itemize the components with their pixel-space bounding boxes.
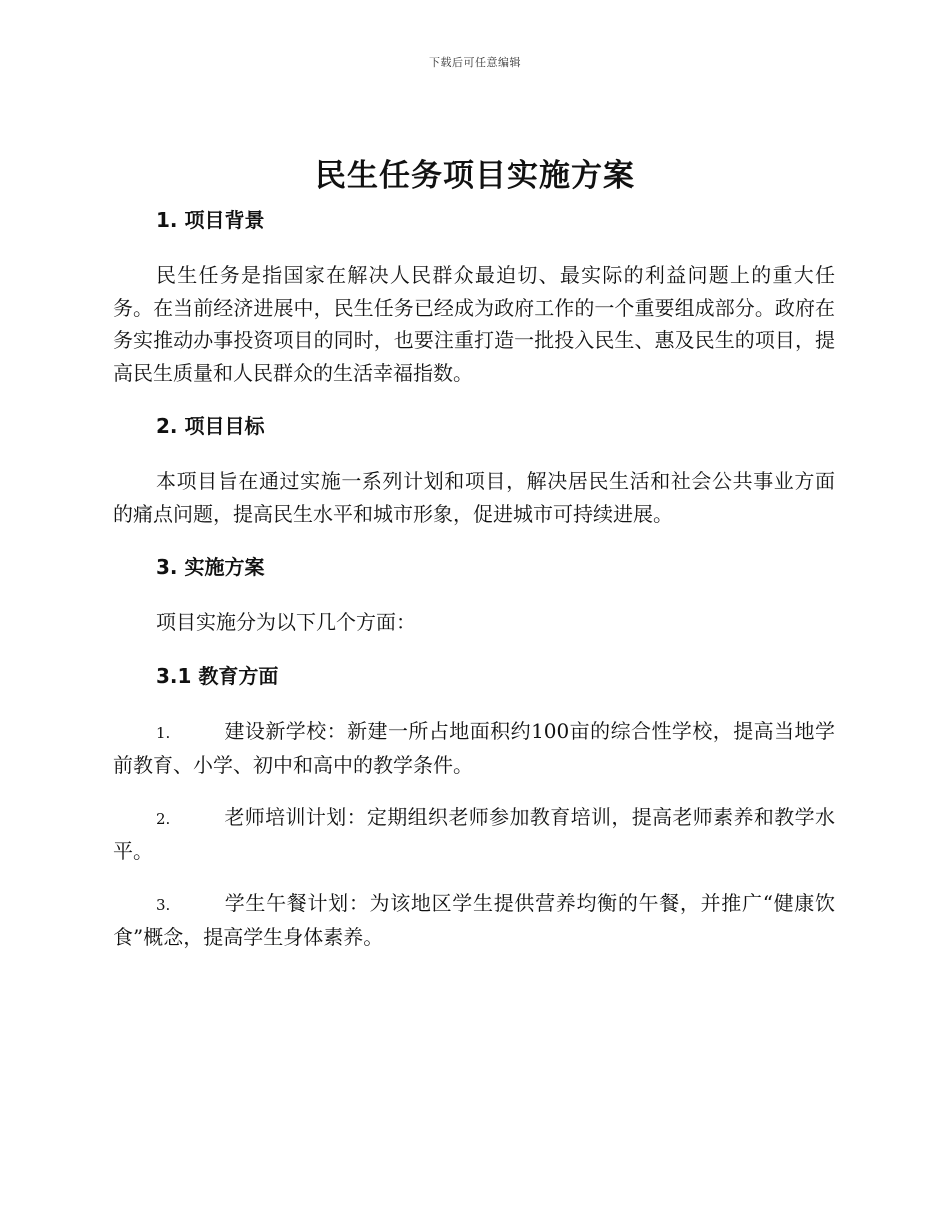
section-heading-goal: 2. 项目目标 [156, 414, 265, 438]
list-item-number: 1. [156, 723, 171, 742]
section-paragraph-goal: 本项目旨在通过实施一系列计划和项目，解决居民生活和社会公共事业方面的痛点问题，提高民生水平和城市形象，促进城市可持续进展。 [113, 469, 835, 526]
document-body [113, 202, 835, 954]
list-item-text: 学生午餐计划：为该地区学生提供营养均衡的午餐，并推广“健康饮食”概念，提高学生身体素养。 [113, 890, 835, 949]
section-heading-background: 1. 项目背景 [156, 208, 265, 232]
list-item-text: 老师培训计划：定期组织老师参加教育培训，提高老师素养和教学水平。 [113, 804, 835, 863]
subsection-heading-education: 3.1 教育方面 [156, 663, 279, 688]
section-paragraph-plan-intro: 项目实施分为以下几个方面： [156, 610, 416, 634]
section-heading-plan: 3. 实施方案 [156, 555, 265, 579]
list-item [113, 887, 835, 954]
list-item [113, 715, 835, 782]
page-header-note: 下载后可任意编辑 [429, 56, 521, 69]
document-title: 民生任务项目实施方案 [315, 158, 635, 194]
list-item-number: 3. [156, 895, 171, 914]
section-paragraph-background: 民生任务是指国家在解决人民群众最迫切、最实际的利益问题上的重大任务。在当前经济进展中，民生任务已经成为政府工作的一个重要组成部分。政府在务实推动办事投资项目的同时，也要注重打造一批投入民生、惠及民生的项目，提高民生质量和人民群众的生活幸福指数。 [113, 263, 835, 385]
list-item [113, 801, 835, 868]
list-item-number: 2. [156, 809, 171, 828]
list-item-text: 建设新学校：新建一所占地面积约100亩的综合性学校，提高当地学前教育、小学、初中和高中的教学条件。 [113, 718, 835, 777]
